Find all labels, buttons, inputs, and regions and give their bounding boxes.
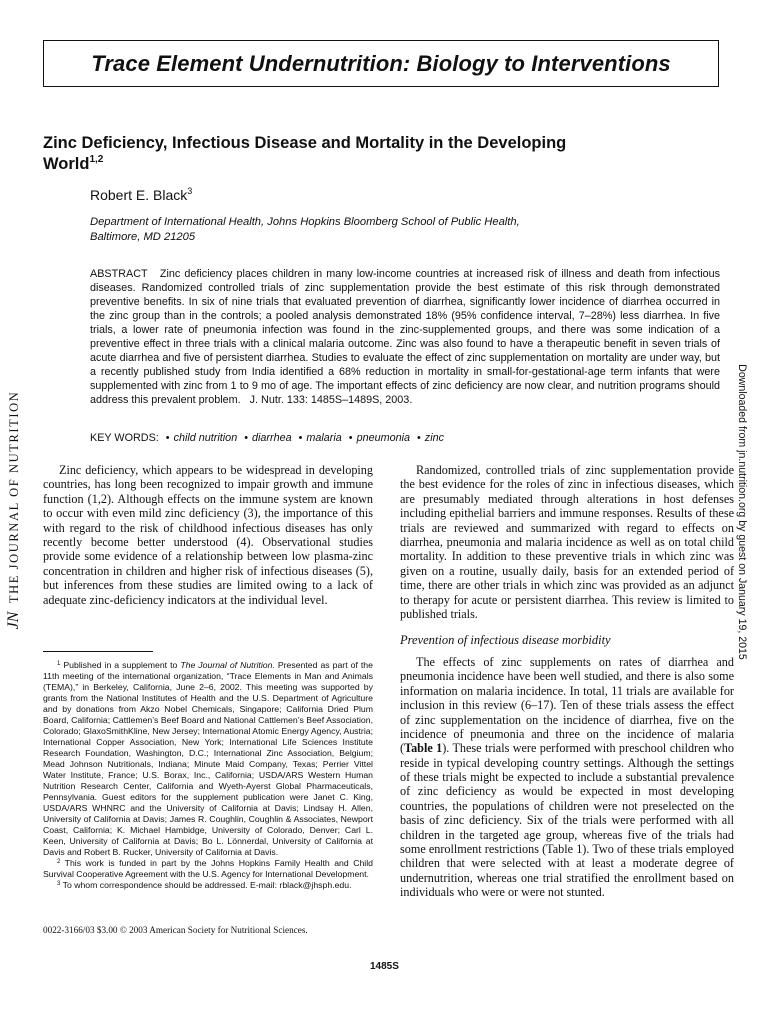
journal-abbrev: JN — [5, 611, 22, 630]
footnote-2 — [43, 858, 373, 880]
paragraph-2-text-a: The effects of zinc supplements on rates of diarrhea and pneumonia incidence have been well studied, and there is also some information on malaria incidence. In total, 11 trials are available for inclusion in this review (6–17). Ten of these trials assess the effect of zinc supplementation on the incidence of diarrhea, five on the incidence of pneumonia and three on the incidence of malaria ( — [400, 655, 734, 756]
keyword: pneumonia — [356, 432, 411, 444]
author-name: Robert E. Black — [90, 187, 188, 203]
download-notice — [732, 364, 752, 660]
keyword-bullet: • — [348, 432, 353, 444]
table-1-link[interactable]: Table 1 — [404, 741, 443, 756]
intro-paragraph: Zinc deficiency, which appears to be widespread in developing countries, has long been recognized to impair growth and immune function (1,2). Although effects on the immune system are known to occur with even mild zinc deficiency (3), the importance of this with regard to the risk of childhood infectious diseases has only recently become better understood (4). Observational studies provide some evidence of a relationship between low plasma-zinc concentration in children and higher risk of infectious diseases (5), but inferences from these studies are limited owing to a lack of adequate zinc-deficiency indicators at the individual level. — [43, 463, 373, 607]
abstract-citation: J. Nutr. 133: 1485S–1489S, 2003. — [249, 394, 413, 407]
keyword-bullet: • — [417, 432, 421, 444]
affiliation-line-1: Department of International Health, Johns Hopkins Bloomberg School of Public Health, — [90, 216, 520, 228]
keyword: malaria — [306, 432, 342, 444]
footnote-1 — [43, 660, 373, 858]
supplement-banner — [43, 40, 719, 87]
author-footnote-mark: 3 — [187, 186, 193, 196]
footnote-2-text: This work is funded in part by the Johns Hopkins Family Health and Child Survival Cooperative Agreement with the U.S. Agency for International Development. — [43, 858, 373, 879]
body-paragraph-2 — [400, 655, 734, 899]
keywords — [90, 432, 720, 444]
footnote-2-mark: 2 — [57, 859, 61, 865]
footnotes — [43, 660, 373, 891]
page-number: 1485S — [370, 961, 399, 972]
section-heading: Prevention of infectious disease morbidity — [400, 633, 611, 647]
journal-name: THE JOURNAL OF NUTRITION — [7, 390, 21, 604]
article-title-footnote-marks: 1,2 — [89, 154, 104, 165]
author-line — [90, 187, 192, 203]
keyword: diarrhea — [251, 432, 292, 444]
keyword-bullet: • — [298, 432, 303, 444]
abstract-label: ABSTRACT — [90, 268, 148, 280]
copyright-line: 0022-3166/03 $3.00 © 2003 American Society for Nutritional Sciences. — [43, 925, 308, 935]
footnote-1-journal: The Journal of Nutrition — [180, 660, 273, 670]
footnote-3-text: To whom correspondence should be addressed. E-mail: rblack@jhsph.edu. — [62, 880, 352, 890]
keyword: zinc — [424, 432, 444, 444]
footnote-3-mark: 3 — [57, 881, 61, 887]
download-notice-text[interactable]: Downloaded from jn.nutrition.org by guest on January 19, 2015 — [736, 364, 748, 660]
abstract-text: Zinc deficiency places children in many low-income countries at increased risk of illness and death from infectious diseases. Randomized controlled trials of zinc supplementation provide the best estimate of this risk through demonstrated preventive benefits. In six of nine trials that evaluated prevention of diarrhea, significantly lower incidence of diarrhea occurred in the zinc group than in the controls; a pooled analysis demonstrated 18% (95% confidence interval, 7–28%) less diarrhea. In five trials, a lower rate of pneumonia infection was found in the zinc-supplemented groups, and there was some indication of a preventive effect in three trials with a clinical malaria outcome. Zinc was also found to have a therapeutic benefit in seven trials of acute diarrhea and five of persistent diarrhea. Studies to evaluate the effect of zinc supplementation on mortality are under way, but a recently published study from India identified a 68% reduction in mortality in small-for-gestational-age term infants that were supplemented with zinc from 1 to 9 mo of age. The important effects of zinc deficiency are now clear, and nutrition programs should address this prevalent problem. — [90, 268, 721, 407]
keyword-bullet: • — [165, 432, 170, 444]
author-affiliation — [90, 215, 650, 245]
article-title-text: Zinc Deficiency, Infectious Disease and Mortality in the Developing World — [43, 134, 567, 173]
keywords-label: KEY WORDS: — [90, 432, 159, 444]
footnote-divider — [43, 651, 153, 652]
article-title — [43, 133, 603, 175]
affiliation-line-2: Baltimore, MD 21205 — [90, 231, 196, 243]
footnote-3 — [43, 880, 373, 891]
keyword: child nutrition — [173, 432, 238, 444]
body-paragraph-1: Randomized, controlled trials of zinc supplementation provide the best evidence for the roles of zinc in infectious diseases, which are presumably mediated through alterations in host defenses including epithelial barriers and immune responses. Results of these trials are reviewed and summarized with regard to effects on diarrhea, pneumonia and malaria incidence as well as on total child mortality. In addition to these preventive trials in which zinc was given on a routine, usually daily, basis for an extended period of time, there are other trials in which zinc was provided as an adjunct to therapy for acute or persistent diarrhea. This review is limited to published trials. — [400, 463, 734, 622]
journal-side-label — [4, 380, 24, 640]
supplement-title: Trace Element Undernutrition: Biology to Interventions — [91, 50, 671, 76]
footnote-1-text-b: . Presented as part of the 11th meeting of the international organization, “Trace Elements in Man and Animals (TEMA),” in Berkeley, California, June 2–6, 2002. This meeting was supported by grants from the National Institutes of Health and the U.S. Department of Agriculture and by donations from Akzo Nobel Chemicals, Singapore; California Dried Plum Board, California; Cattlemen’s Beef Board and National Cattlemen’s Beef Association, Colorado; GlaxoSmithKline, New Jersey; International Atomic Energy Agency, Austria; International Copper Association, New York; International Life Sciences Institute Research Foundation, Washington, D.C.; International Zinc Association, Belgium; Mead Johnson Nutritionals, Indiana; Minute Maid Company, Texas; Perrier Vittel Water Institute, France; U.S. Borax, Inc., California; USDA/ARS Western Human Nutrition Research Center, California and Wyeth-Ayerst Global Pharmaceuticals, Pennsylvania. Guest editors for the supplement publication were Janet C. King, USDA/ARS WHNRC and the University of California at Davis; Lindsay H. Allen, University of California at Davis; James R. Coughlin, Coughlin & Associates, Newport Coast, California; K. Michael Hambidge, University of Colorado, Denver; Carl L. Keen, University of California at Davis; Bo L. Lönnerdal, University of California at Davis and Robert B. Rucker, University of California at Davis. — [43, 660, 373, 857]
footnote-1-text-a: Published in a supplement to — [63, 660, 181, 670]
paragraph-2-text-b: ). These trials were performed with preschool children who reside in typical developing country settings. Although the settings of these trials might be expected to include a substantial prevalence of zinc deficiency as would be expected in most developing countries, the populations of children were not preselected on the basis of zinc deficiency. Six of the trials were performed with all children in the targeted age group, whereas five of the trials had some enrollment restrictions (Table 1). Two of these trials employed children that were selected with at least a moderate degree of undernutrition, whereas one trial stratified the enrollment based on individuals who were or were not stunted. — [400, 741, 734, 899]
footnote-1-mark: 1 — [57, 661, 61, 667]
journal-side-text — [5, 391, 23, 630]
keyword-bullet: • — [244, 432, 248, 444]
abstract — [90, 267, 720, 407]
